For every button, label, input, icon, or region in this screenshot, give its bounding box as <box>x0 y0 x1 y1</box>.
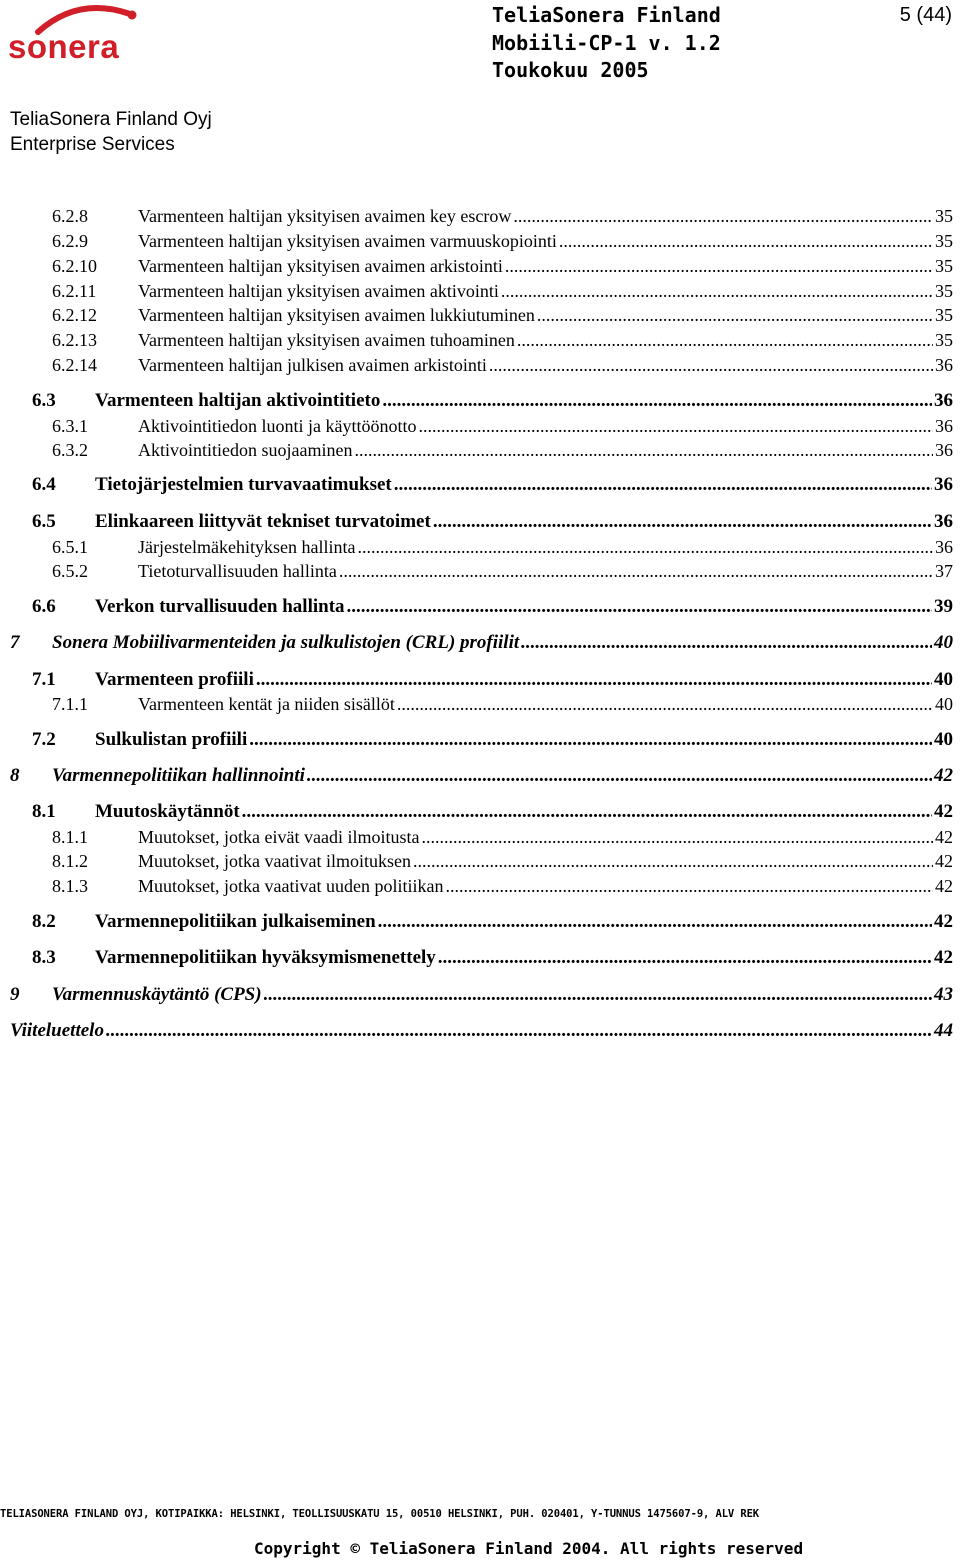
toc-number: 6.3 <box>32 390 56 411</box>
toc-dot-leader <box>394 474 932 496</box>
toc-entry[interactable] <box>0 439 953 461</box>
toc-entry[interactable] <box>0 669 953 691</box>
company-unit: Enterprise Services <box>10 134 175 155</box>
toc-dot-leader <box>397 693 933 715</box>
toc-number: 6.5.2 <box>52 561 88 581</box>
toc-number: 8.1.3 <box>52 876 88 896</box>
toc-number: 6.6 <box>32 596 56 617</box>
toc-dot-leader <box>438 947 932 969</box>
toc-dot-leader <box>307 765 932 787</box>
toc-number: 6.5.1 <box>52 537 88 557</box>
toc-entry[interactable] <box>0 911 953 933</box>
toc-dot-leader <box>489 354 933 376</box>
toc-page-number: 40 <box>934 632 953 653</box>
toc-title: Varmennepolitiikan julkaiseminen <box>95 911 376 932</box>
toc-page-number: 36 <box>935 440 953 460</box>
toc-title: Varmenteen haltijan yksityisen avaimen arkistointi <box>138 256 503 276</box>
toc-page-number: 43 <box>934 984 953 1005</box>
toc-page-number: 36 <box>935 537 953 557</box>
toc-number: 6.5 <box>32 511 56 532</box>
toc-page-number: 35 <box>935 256 953 276</box>
toc-dot-leader <box>242 801 932 823</box>
toc-page-number: 39 <box>934 596 953 617</box>
doc-version: Mobiili-CP-1 v. 1.2 <box>492 30 721 55</box>
toc-number: 9 <box>10 984 20 1005</box>
toc-page-number: 36 <box>935 416 953 436</box>
toc-entry[interactable] <box>0 1020 953 1042</box>
toc-dot-leader <box>421 826 933 848</box>
toc-entry[interactable] <box>0 415 953 437</box>
toc-dot-leader <box>445 875 933 897</box>
toc-entry[interactable] <box>0 511 953 533</box>
toc-dot-leader <box>249 729 932 751</box>
toc-dot-leader <box>513 205 933 227</box>
toc-page-number: 36 <box>934 474 953 495</box>
toc-entry[interactable] <box>0 947 953 969</box>
toc-entry[interactable] <box>0 693 953 715</box>
toc-title: Varmenteen haltijan julkisen avaimen arkistointi <box>138 355 487 375</box>
toc-dot-leader <box>347 596 932 618</box>
toc-number: 7.1 <box>32 669 56 690</box>
toc-page-number: 42 <box>935 876 953 896</box>
toc-page-number: 37 <box>935 561 953 581</box>
toc-number: 6.2.14 <box>52 355 97 375</box>
toc-page-number: 35 <box>935 330 953 350</box>
toc-dot-leader <box>382 390 932 412</box>
toc-title: Varmennepolitiikan hallinnointi <box>52 765 305 786</box>
toc-dot-leader <box>433 511 932 533</box>
toc-entry[interactable] <box>0 632 953 654</box>
toc-dot-leader <box>413 850 933 872</box>
company-name: TeliaSonera Finland Oyj <box>10 109 212 130</box>
toc-number: 8.1.2 <box>52 851 88 871</box>
toc-entry[interactable] <box>0 984 953 1006</box>
toc-title: Verkon turvallisuuden hallinta <box>95 596 345 617</box>
toc-dot-leader <box>521 632 932 654</box>
toc-entry[interactable] <box>0 536 953 558</box>
toc-number: 6.2.12 <box>52 305 97 325</box>
toc-title: Muutoskäytännöt <box>95 801 240 822</box>
toc-number: 6.3.2 <box>52 440 88 460</box>
toc-title: Muutokset, jotka vaativat ilmoituksen <box>138 851 411 871</box>
toc-page-number: 40 <box>934 729 953 750</box>
toc-number: 6.2.8 <box>52 206 88 226</box>
toc-entry[interactable] <box>0 390 953 412</box>
toc-dot-leader <box>256 669 932 691</box>
toc-number: 6.2.13 <box>52 330 97 350</box>
toc-number: 6.2.10 <box>52 256 97 276</box>
toc-page-number: 36 <box>935 355 953 375</box>
toc-entry[interactable] <box>0 596 953 618</box>
toc-number: 8.1.1 <box>52 827 88 847</box>
sonera-logo <box>8 2 158 64</box>
toc-page-number: 40 <box>935 694 953 714</box>
toc-title: Varmenteen haltijan yksityisen avaimen key escrow <box>138 206 512 226</box>
toc-entry[interactable] <box>0 205 953 227</box>
toc-entry[interactable] <box>0 850 953 872</box>
toc-page-number: 40 <box>934 669 953 690</box>
toc-number: 8.3 <box>32 947 56 968</box>
logo-wordmark: sonera <box>8 28 120 65</box>
toc-title: Elinkaareen liittyvät tekniset turvatoimet <box>95 511 431 532</box>
toc-title: Sulkulistan profiili <box>95 729 248 750</box>
toc-dot-leader <box>517 329 933 351</box>
toc-title: Aktivointitiedon suojaaminen <box>138 440 353 460</box>
toc-dot-leader <box>357 536 933 558</box>
toc-entry[interactable] <box>0 729 953 751</box>
doc-date: Toukokuu 2005 <box>492 58 649 82</box>
toc-title: Tietoturvallisuuden hallinta <box>138 561 337 581</box>
toc-number: 6.2.11 <box>52 281 97 301</box>
toc-entry[interactable] <box>0 255 953 277</box>
toc-entry[interactable] <box>0 230 953 252</box>
toc-number: 6.2.9 <box>52 231 88 251</box>
toc-page-number: 42 <box>935 851 953 871</box>
toc-number: 6.3.1 <box>52 416 88 436</box>
toc-page-number: 35 <box>935 206 953 226</box>
toc-page-number: 44 <box>934 1020 953 1041</box>
toc-dot-leader <box>339 560 933 582</box>
toc-entry[interactable] <box>0 474 953 496</box>
toc-page-number: 35 <box>935 231 953 251</box>
toc-title: Muutokset, jotka eivät vaadi ilmoitusta <box>138 827 420 847</box>
toc-number: 7.1.1 <box>52 694 88 714</box>
toc-dot-leader <box>378 911 932 933</box>
toc-page-number: 35 <box>935 281 953 301</box>
footer-address: TELIASONERA FINLAND OYJ, KOTIPAIKKA: HELSINKI, TEOLLISUUSKATU 15, 00510 HELSINKI, PUH. 020401, Y-TUNNUS 1475607-9, ALV REK <box>0 1508 760 1520</box>
document-meta <box>492 2 721 85</box>
toc-title: Muutokset, jotka vaativat uuden politiikan <box>138 876 444 896</box>
toc-title: Viiteluettelo <box>10 1020 104 1041</box>
toc-page-number: 35 <box>935 305 953 325</box>
toc-number: 8 <box>10 765 20 786</box>
toc-title: Varmenteen haltijan yksityisen avaimen tuhoaminen <box>138 330 515 350</box>
toc-number: 8.1 <box>32 801 56 822</box>
toc-page-number: 42 <box>934 801 953 822</box>
toc-title: Varmenteen haltijan aktivointitieto <box>95 390 381 411</box>
toc-dot-leader <box>354 439 933 461</box>
toc-title: Varmenteen kentät ja niiden sisällöt <box>138 694 395 714</box>
toc-title: Varmenteen profiili <box>95 669 254 690</box>
toc-page-number: 42 <box>934 947 953 968</box>
page-number: 5 (44) <box>899 4 952 26</box>
toc-entry[interactable] <box>0 354 953 376</box>
toc-dot-leader <box>505 255 933 277</box>
toc-entry[interactable] <box>0 826 953 848</box>
toc-entry[interactable] <box>0 280 953 302</box>
toc-title: Varmennuskäytäntö (CPS) <box>52 984 262 1005</box>
toc-title: Varmennepolitiikan hyväksymismenettely <box>95 947 436 968</box>
toc-page-number: 36 <box>934 511 953 532</box>
toc-dot-leader <box>537 304 933 326</box>
toc-page-number: 42 <box>935 827 953 847</box>
toc-number: 8.2 <box>32 911 56 932</box>
toc-dot-leader <box>264 984 932 1006</box>
toc-entry[interactable] <box>0 560 953 582</box>
toc-page-number: 42 <box>934 765 953 786</box>
toc-title: Varmenteen haltijan yksityisen avaimen lukkiutuminen <box>138 305 535 325</box>
toc-number: 7 <box>10 632 20 653</box>
toc-title: Tietojärjestelmien turvavaatimukset <box>95 474 392 495</box>
toc-title: Aktivointitiedon luonti ja käyttöönotto <box>138 416 417 436</box>
footer-copyright: Copyright © TeliaSonera Finland 2004. All rights reserved <box>254 1539 804 1558</box>
toc-number: 6.4 <box>32 474 56 495</box>
toc-number: 7.2 <box>32 729 56 750</box>
toc-entry[interactable] <box>0 801 953 823</box>
toc-entry[interactable] <box>0 329 953 351</box>
toc-dot-leader <box>501 280 933 302</box>
toc-page-number: 36 <box>934 390 953 411</box>
toc-title: Sonera Mobiilivarmenteiden ja sulkulistojen (CRL) profiilit <box>52 632 520 653</box>
toc-dot-leader <box>106 1020 932 1042</box>
toc-title: Varmenteen haltijan yksityisen avaimen varmuuskopiointi <box>138 231 557 251</box>
toc-page-number: 42 <box>934 911 953 932</box>
toc-entry[interactable] <box>0 875 953 897</box>
toc-title: Varmenteen haltijan yksityisen avaimen aktivointi <box>138 281 499 301</box>
toc-entry[interactable] <box>0 304 953 326</box>
company-block <box>10 107 212 157</box>
doc-title: TeliaSonera Finland <box>492 3 721 27</box>
toc-title: Järjestelmäkehityksen hallinta <box>138 537 356 557</box>
toc-entry[interactable] <box>0 765 953 787</box>
toc-dot-leader <box>559 230 933 252</box>
toc-dot-leader <box>418 415 933 437</box>
